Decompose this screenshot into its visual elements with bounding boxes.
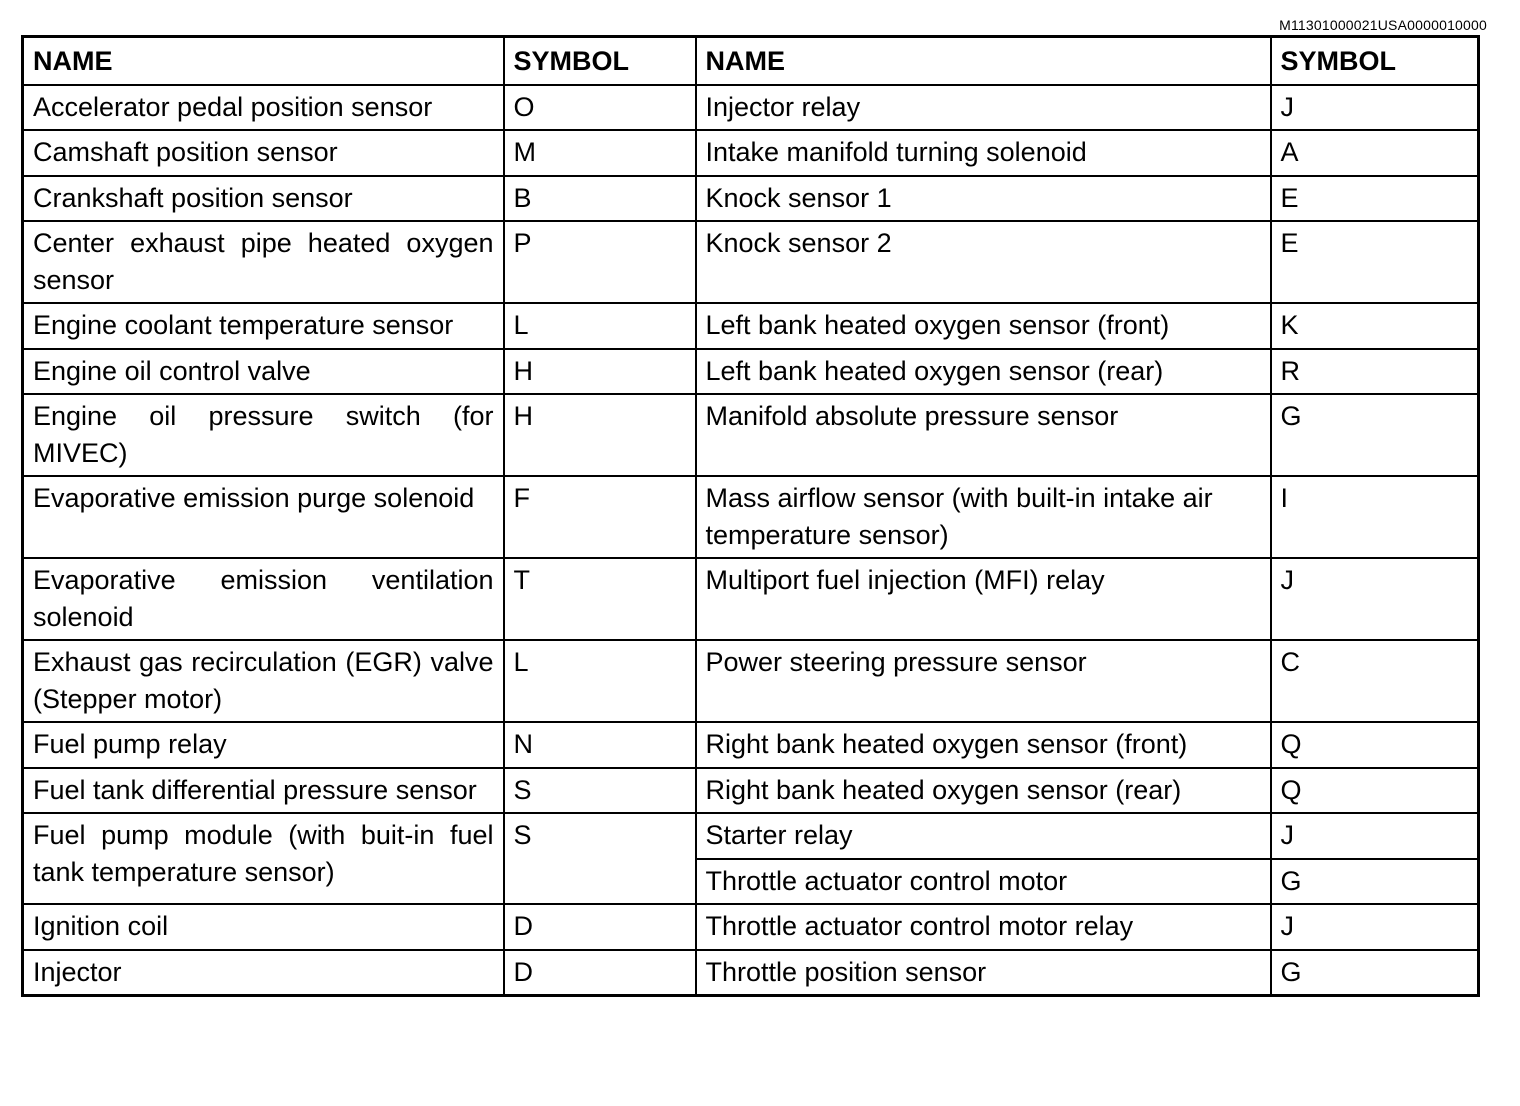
table-row xyxy=(23,394,1479,476)
left-name-cell: Crankshaft position sensor xyxy=(23,176,504,222)
right-name-cell: Knock sensor 1 xyxy=(696,176,1271,222)
left-symbol-cell: S xyxy=(504,768,696,814)
header-row xyxy=(23,37,1479,85)
left-name-cell: Accelerator pedal position sensor xyxy=(23,85,504,131)
right-symbol-cell: I xyxy=(1271,476,1479,558)
document-id: M11301000021USA0000010000 xyxy=(1279,17,1487,33)
right-symbol-cell: J xyxy=(1271,85,1479,131)
left-name-cell: Engine oil control valve xyxy=(23,349,504,395)
right-symbol-cell: J xyxy=(1271,558,1479,640)
right-symbol-cell: R xyxy=(1271,349,1479,395)
table-row xyxy=(23,476,1479,558)
left-symbol-cell: N xyxy=(504,722,696,768)
left-name-cell: Evaporative emission purge solenoid xyxy=(23,476,504,558)
left-symbol-cell: H xyxy=(504,349,696,395)
right-symbol-cell: J xyxy=(1271,904,1479,950)
table-row xyxy=(23,904,1479,950)
left-name-cell: Ignition coil xyxy=(23,904,504,950)
left-symbol-cell: B xyxy=(504,176,696,222)
header-name-left: NAME xyxy=(23,37,504,85)
left-name-cell: Engine coolant temperature sensor xyxy=(23,303,504,349)
table-row xyxy=(23,813,1479,859)
table-row xyxy=(23,303,1479,349)
left-symbol-cell: P xyxy=(504,221,696,303)
table-row xyxy=(23,722,1479,768)
table-row xyxy=(23,640,1479,722)
table-row xyxy=(23,950,1479,996)
right-name-cell: Starter relay xyxy=(696,813,1271,859)
right-symbol-cell: C xyxy=(1271,640,1479,722)
left-symbol-cell: L xyxy=(504,303,696,349)
table-row xyxy=(23,768,1479,814)
left-name-cell: Injector xyxy=(23,950,504,996)
left-name-cell: Center exhaust pipe heated oxygen sensor xyxy=(23,221,504,303)
left-name-cell: Camshaft position sensor xyxy=(23,130,504,176)
left-symbol-cell: F xyxy=(504,476,696,558)
parts-symbol-table xyxy=(21,35,1480,997)
right-name-cell: Knock sensor 2 xyxy=(696,221,1271,303)
right-symbol-cell: E xyxy=(1271,176,1479,222)
table-row xyxy=(23,176,1479,222)
right-symbol-cell: G xyxy=(1271,950,1479,996)
right-symbol-cell: Q xyxy=(1271,722,1479,768)
header-symbol-right: SYMBOL xyxy=(1271,37,1479,85)
right-symbol-cell: Q xyxy=(1271,768,1479,814)
left-symbol-cell: T xyxy=(504,558,696,640)
header-symbol-left: SYMBOL xyxy=(504,37,696,85)
table-row xyxy=(23,221,1479,303)
table-row xyxy=(23,558,1479,640)
right-name-cell: Throttle position sensor xyxy=(696,950,1271,996)
right-name-cell: Left bank heated oxygen sensor (front) xyxy=(696,303,1271,349)
left-symbol-cell: H xyxy=(504,394,696,476)
right-name-cell: Power steering pressure sensor xyxy=(696,640,1271,722)
right-name-cell: Mass airflow sensor (with built-in intake air temperature sensor) xyxy=(696,476,1271,558)
right-symbol-cell: K xyxy=(1271,303,1479,349)
left-name-cell: Fuel pump module (with buit-in fuel tank temperature sensor) xyxy=(23,813,504,904)
right-name-cell: Throttle actuator control motor xyxy=(696,859,1271,905)
right-name-cell: Injector relay xyxy=(696,85,1271,131)
right-symbol-cell: E xyxy=(1271,221,1479,303)
right-symbol-cell: G xyxy=(1271,394,1479,476)
right-name-cell: Intake manifold turning solenoid xyxy=(696,130,1271,176)
header-name-right: NAME xyxy=(696,37,1271,85)
table-row xyxy=(23,85,1479,131)
right-symbol-cell: J xyxy=(1271,813,1479,859)
left-name-cell: Evaporative emission ventilation solenoid xyxy=(23,558,504,640)
right-name-cell: Manifold absolute pressure sensor xyxy=(696,394,1271,476)
left-name-cell: Fuel pump relay xyxy=(23,722,504,768)
left-symbol-cell: D xyxy=(504,904,696,950)
right-name-cell: Left bank heated oxygen sensor (rear) xyxy=(696,349,1271,395)
left-symbol-cell: L xyxy=(504,640,696,722)
table-row xyxy=(23,349,1479,395)
table-row xyxy=(23,130,1479,176)
right-symbol-cell: G xyxy=(1271,859,1479,905)
right-name-cell: Throttle actuator control motor relay xyxy=(696,904,1271,950)
right-name-cell: Multiport fuel injection (MFI) relay xyxy=(696,558,1271,640)
left-name-cell: Fuel tank differential pressure sensor xyxy=(23,768,504,814)
left-name-cell: Engine oil pressure switch (for MIVEC) xyxy=(23,394,504,476)
right-name-cell: Right bank heated oxygen sensor (front) xyxy=(696,722,1271,768)
left-name-cell: Exhaust gas recirculation (EGR) valve (Stepper motor) xyxy=(23,640,504,722)
left-symbol-cell: S xyxy=(504,813,696,904)
right-symbol-cell: A xyxy=(1271,130,1479,176)
left-symbol-cell: M xyxy=(504,130,696,176)
left-symbol-cell: D xyxy=(504,950,696,996)
left-symbol-cell: O xyxy=(504,85,696,131)
right-name-cell: Right bank heated oxygen sensor (rear) xyxy=(696,768,1271,814)
